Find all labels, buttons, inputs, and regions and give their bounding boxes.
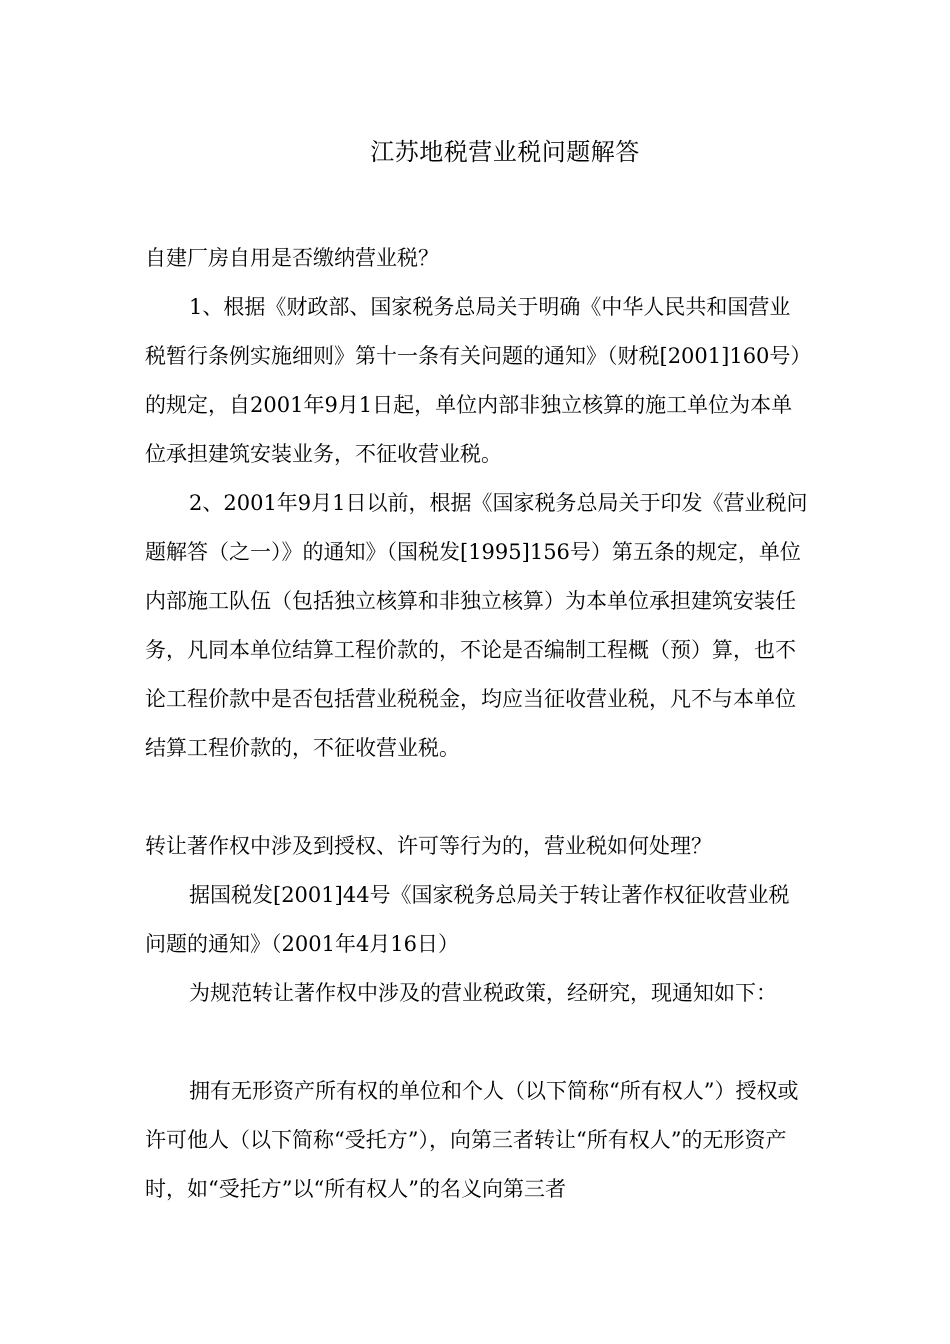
answer-paragraph: 2、2001年9月1日以前，根据《国家税务总局关于印发《营业税问题解答（之一）》的通知》（国税发[1995]156号）第五条的规定，单位内部施工队伍（包括独立核算和非独立核算）为本单位承担建筑安装任务，凡同本单位结算工程价款的，不论是否编制工程概（预）算，也不论工程价款中是否包括营业税税金，均应当征收营业税，凡不与本单位结算工程价款的，不征收营业税。	[145, 491, 808, 760]
answer-paragraph: 据国税发[2001]44号《国家税务总局关于转让著作权征收营业税问题的通知》（2001年4月16日）	[145, 883, 790, 956]
answer-paragraph: 拥有无形资产所有权的单位和个人（以下简称“所有权人”）授权或许可他人（以下简称“受托方”），向第三者转让“所有权人”的无形资产时，如“受托方”以“所有权人”的名义向第三者	[145, 1079, 799, 1201]
document-body	[145, 234, 810, 1214]
question-heading: 转让著作权中涉及到授权、许可等行为的，营业税如何处理？	[145, 834, 712, 858]
answer-paragraph: 1、根据《财政部、国家税务总局关于明确《中华人民共和国营业税暂行条例实施细则》第十一条有关问题的通知》（财税[2001]160号）的规定，自2001年9月1日起，单位内部非独立核算的施工单位为本单位承担建筑安装业务，不征收营业税。	[145, 295, 801, 466]
section-spacer	[145, 1018, 810, 1067]
question-heading: 自建厂房自用是否缴纳营业税？	[145, 246, 439, 270]
section-spacer	[145, 773, 810, 822]
document-title: 江苏地税营业税问题解答	[370, 138, 640, 166]
answer-paragraph: 为规范转让著作权中涉及的营业税政策，经研究，现通知如下：	[189, 981, 777, 1005]
